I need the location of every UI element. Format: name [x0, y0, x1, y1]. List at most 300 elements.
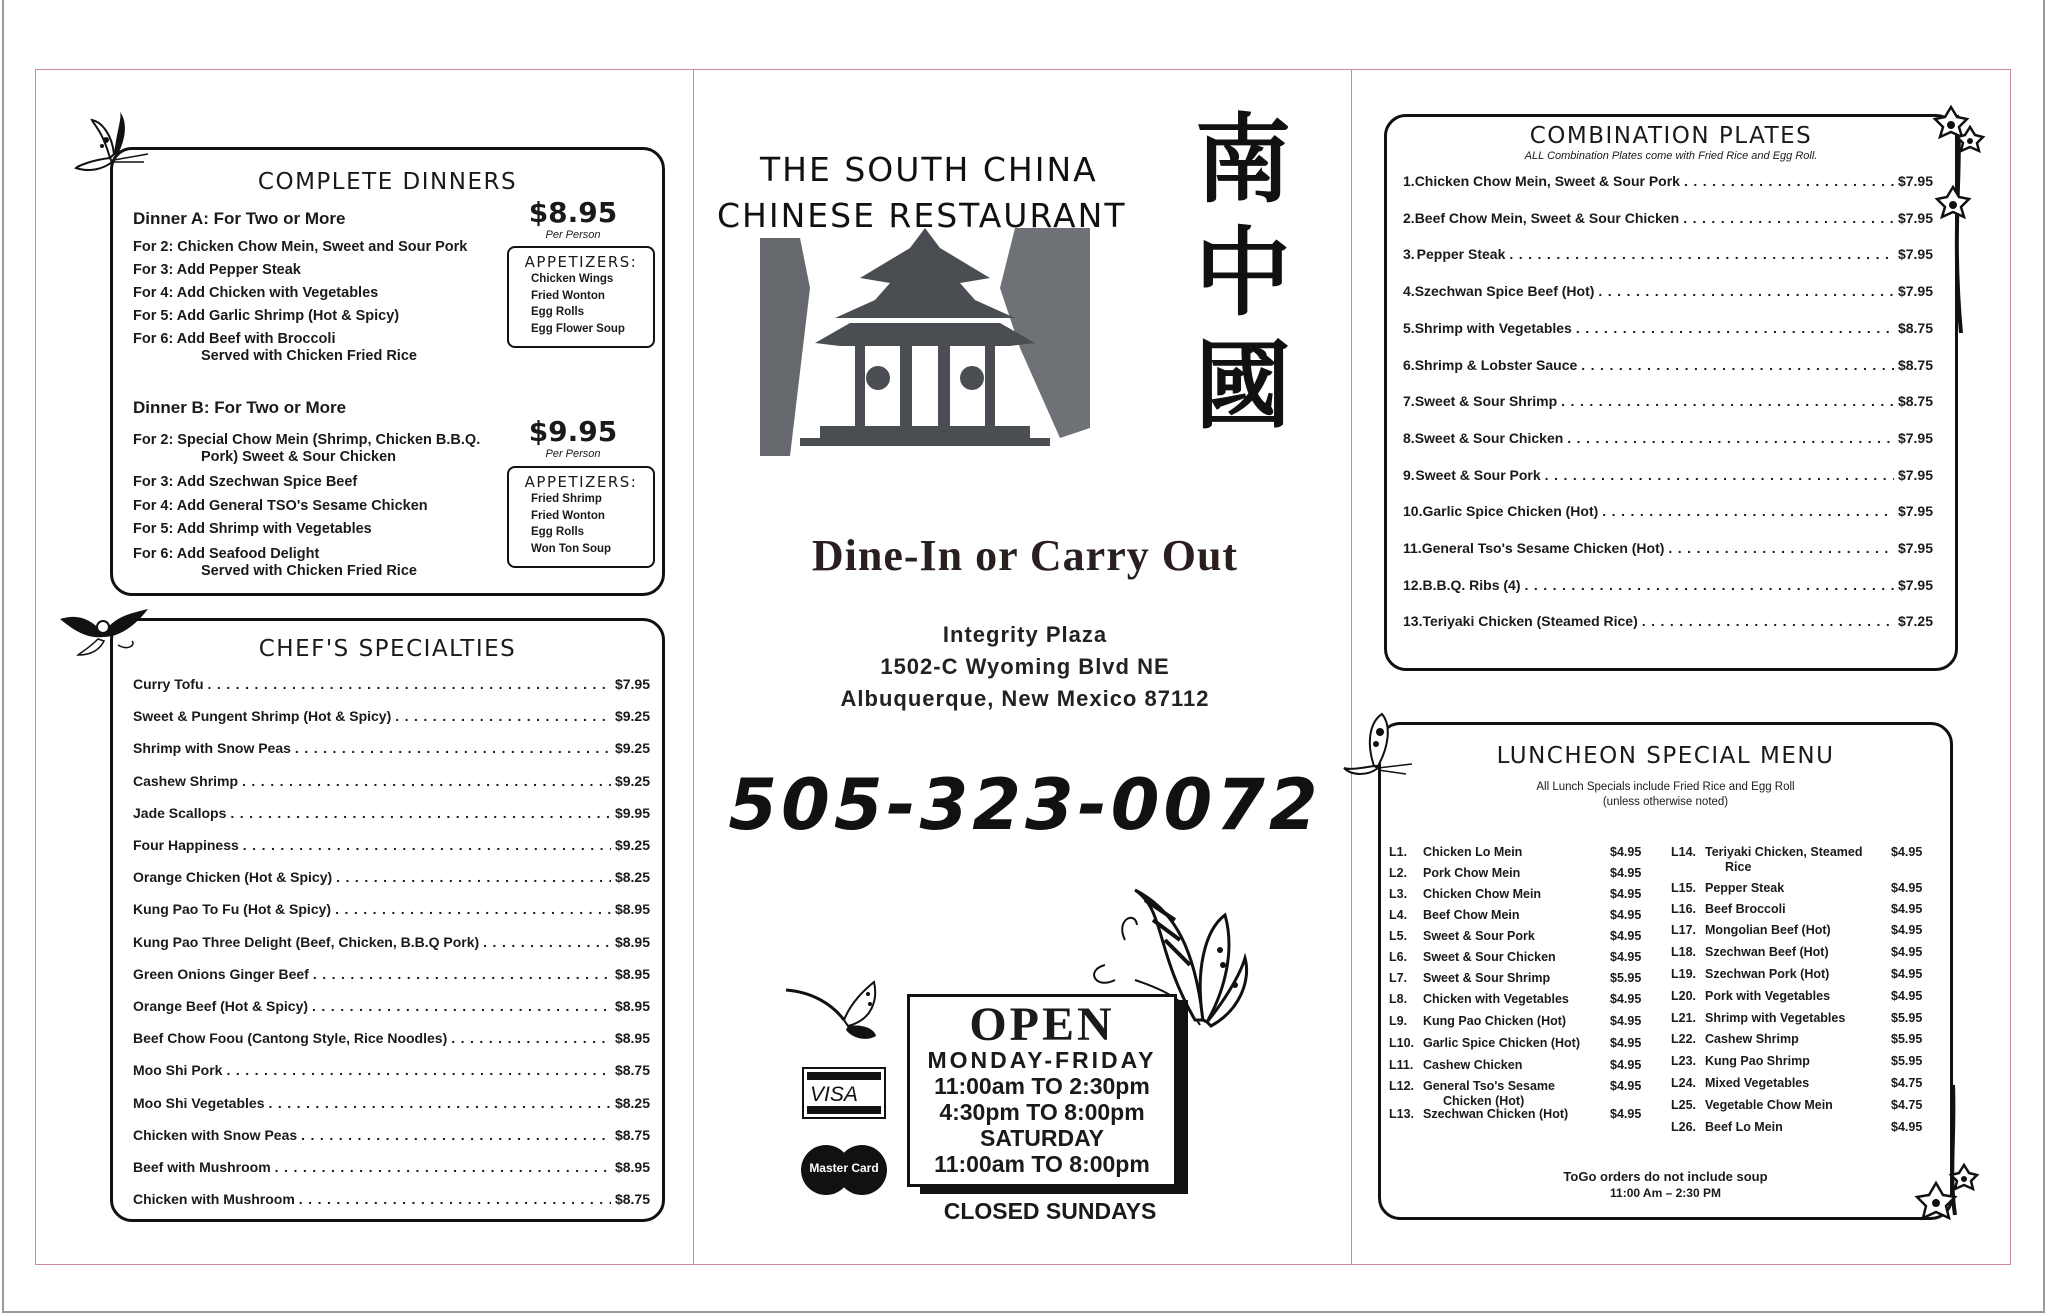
dinner-a-line: For 6: Add Beef with Broccoli: [133, 331, 336, 347]
dot-leader: [312, 998, 611, 1014]
combo-item-number: 8.: [1403, 429, 1415, 446]
lunch-item-number: L20.: [1671, 989, 1697, 1003]
chinese-char-south: 南: [1195, 103, 1291, 216]
lunch-item-number: L14.: [1671, 845, 1697, 859]
combination-plates-subtitle: ALL Combination Plates come with Fried Rice and Egg Roll.: [1524, 150, 1818, 162]
dot-leader: [1509, 246, 1894, 262]
lunch-item-name: Sweet & Sour Chicken: [1423, 950, 1556, 964]
lunch-item-row: [1671, 945, 1923, 959]
dinner-b-line: For 2: Special Chow Mein (Shrimp, Chicken B.B.Q.: [133, 432, 481, 448]
combo-item-name: Pepper Steak: [1416, 246, 1506, 263]
combination-plates-box: [1384, 114, 1958, 671]
combo-item-price: $7.95: [1897, 540, 1933, 556]
menu-item-price: $8.25: [614, 1094, 650, 1111]
combo-item-row: [1403, 357, 1933, 373]
menu-item-row: [133, 1159, 650, 1175]
menu-item-price: $8.95: [614, 1030, 650, 1047]
lunch-item-row: [1389, 929, 1642, 943]
lunch-item-number: L25.: [1671, 1098, 1697, 1112]
lunch-item-row: [1389, 971, 1642, 985]
lunch-item-price: $4.95: [1891, 945, 1923, 959]
lunch-item-price: $5.95: [1891, 1054, 1923, 1068]
tagline: Dine-In or Carry Out: [811, 531, 1239, 580]
dinner-a-price: $8.95: [528, 196, 618, 229]
dot-leader: [301, 1127, 611, 1143]
menu-item-name: Kung Pao Three Delight (Beef, Chicken, B.B.Q Pork): [133, 933, 480, 950]
lunch-item-name: Sweet & Sour Shrimp: [1423, 971, 1551, 985]
lunch-item-row: [1671, 1032, 1923, 1046]
lunch-item-price: $4.95: [1610, 992, 1642, 1006]
lunch-item-number: L15.: [1671, 881, 1697, 895]
lunch-item-number: L1.: [1389, 845, 1408, 859]
lunch-item-name: Chicken Lo Mein: [1423, 845, 1523, 859]
lunch-item-number: L26.: [1671, 1120, 1697, 1134]
combo-item-price: $8.75: [1897, 393, 1933, 410]
menu-item-row: [133, 998, 650, 1014]
dot-leader: [395, 708, 611, 724]
combo-item-number: 4.: [1403, 283, 1415, 300]
weekday-lunch-hours: 11:00am TO 2:30pm: [934, 1073, 1150, 1099]
appetizer-item: Won Ton Soup: [531, 542, 612, 555]
luncheon-subtitle-line2: (unless otherwise noted): [1602, 796, 1729, 808]
lunch-item-price: $4.95: [1610, 1058, 1642, 1072]
menu-item-row: [133, 1095, 650, 1111]
dot-leader: [295, 740, 611, 756]
lunch-item-name: Mixed Vegetables: [1705, 1076, 1810, 1090]
dot-leader: [230, 805, 611, 821]
menu-item-price: $8.95: [614, 965, 650, 982]
appetizer-item: Fried Wonton: [531, 289, 605, 302]
combo-item-row: [1403, 613, 1933, 629]
combo-item-name: Shrimp with Vegetables: [1414, 319, 1572, 336]
lunch-item-price: $4.95: [1891, 902, 1923, 916]
lunch-item-name: Szechwan Beef (Hot): [1705, 945, 1829, 959]
menu-item-name: Cashew Shrimp: [133, 772, 239, 789]
combo-item-name: Szechwan Spice Beef (Hot): [1414, 283, 1595, 300]
menu-item-row: [133, 740, 650, 756]
menu-item-row: [133, 966, 650, 982]
menu-item-row: [133, 901, 650, 917]
menu-item-price: $8.75: [614, 1191, 650, 1208]
luncheon-special-title: LUNCHEON SPECIAL MENU: [1496, 743, 1835, 769]
lunch-item-name: Vegetable Chow Mein: [1705, 1098, 1833, 1112]
lunch-item-name-cont: Rice: [1725, 860, 1752, 874]
lunch-hours: 11:00 Am – 2:30 PM: [1610, 1186, 1721, 1200]
dinner-b-per-person: Per Person: [545, 448, 601, 460]
lunch-item-price: $4.95: [1891, 923, 1923, 937]
lunch-item-number: L17.: [1671, 923, 1697, 937]
menu-item-row: [133, 837, 650, 853]
dot-leader: [1581, 357, 1894, 373]
lunch-item-row: [1671, 967, 1923, 981]
dot-leader: [1576, 320, 1894, 336]
combo-item-number: 3.: [1403, 246, 1415, 263]
lunch-item-price: $4.95: [1891, 881, 1923, 895]
lunch-item-row: [1671, 902, 1923, 916]
combo-item-name: B.B.Q. Ribs (4): [1422, 576, 1521, 593]
chefs-specialties-title: CHEF'S SPECIALTIES: [258, 636, 517, 662]
lunch-item-row: [1389, 1058, 1642, 1072]
dinner-a-appetizers-box: [507, 246, 655, 348]
dot-leader: [1684, 173, 1894, 189]
combo-item-name: Sweet & Sour Chicken: [1414, 429, 1564, 446]
combo-item-price: $7.95: [1897, 576, 1933, 593]
menu-item-name: Sweet & Pungent Shrimp (Hot & Spicy): [133, 708, 392, 725]
mastercard-logo: [801, 1145, 887, 1195]
lunch-item-row: [1389, 1079, 1642, 1093]
dot-leader: [1602, 503, 1894, 519]
dinner-b-line-cont: Pork) Sweet & Sour Chicken: [201, 449, 396, 465]
lunch-item-name: Szechwan Pork (Hot): [1705, 967, 1830, 981]
dot-leader: [243, 837, 611, 853]
combo-item-name: Chicken Chow Mein, Sweet & Sour Pork: [1414, 173, 1680, 189]
lunch-item-price: $5.95: [1891, 1011, 1923, 1025]
pagoda-illustration: [760, 228, 1090, 456]
combo-item-name: Beef Chow Mein, Sweet & Sour Chicken: [1414, 209, 1680, 226]
combo-item-row: [1403, 467, 1933, 483]
menu-item-name: Kung Pao To Fu (Hot & Spicy): [133, 901, 332, 918]
lunch-item-name: Chicken with Vegetables: [1423, 992, 1569, 1006]
chinese-char-middle: 中: [1195, 216, 1291, 329]
dinner-b-price: $9.95: [528, 415, 618, 448]
appetizer-item: Chicken Wings: [531, 273, 614, 285]
lunch-item-name: Beef Broccoli: [1705, 902, 1786, 916]
menu-item-row: [133, 708, 650, 724]
dot-leader: [1683, 210, 1894, 226]
address-street: 1502-C Wyoming Blvd NE: [880, 654, 1170, 679]
dinner-a-served-with: Served with Chicken Fried Rice: [201, 348, 417, 364]
butterfly-icon: [58, 605, 148, 660]
lunch-item-price: $4.75: [1891, 1076, 1923, 1090]
combo-item-row: [1403, 577, 1933, 593]
combo-item-number: 10.: [1403, 503, 1423, 520]
dinner-b-line: For 3: Add Szechwan Spice Beef: [133, 474, 358, 490]
combo-item-name: Teriyaki Chicken (Steamed Rice): [1422, 613, 1638, 630]
combo-item-price: $7.25: [1897, 613, 1933, 630]
menu-item-price: $8.95: [614, 933, 650, 950]
dot-leader: [226, 1062, 611, 1078]
chinese-char-country: 國: [1195, 329, 1291, 442]
menu-item-name: Green Onions Ginger Beef: [133, 965, 309, 982]
combo-item-price: $7.95: [1897, 283, 1933, 300]
combo-item-number: 7.: [1403, 393, 1415, 410]
lunch-item-row: [1671, 923, 1923, 937]
combo-item-row: [1403, 173, 1933, 189]
lunch-item-price: $5.95: [1610, 971, 1642, 985]
menu-item-price: $9.25: [614, 708, 650, 725]
dinner-b-served-with: Served with Chicken Fried Rice: [201, 563, 417, 579]
lunch-item-number: L12.: [1389, 1079, 1415, 1093]
dot-leader: [451, 1030, 611, 1046]
combo-item-number: 12.: [1403, 576, 1423, 593]
saturday-label: SATURDAY: [980, 1125, 1104, 1151]
lunch-item-number: L8.: [1389, 992, 1408, 1006]
weekday-label: MONDAY-FRIDAY: [927, 1047, 1157, 1073]
fold-line-right: [1351, 69, 1352, 1265]
fold-line-left: [693, 69, 694, 1265]
lunch-item-price: $4.95: [1610, 1014, 1642, 1028]
combo-item-price: $7.95: [1897, 246, 1933, 263]
combo-item-row: [1403, 430, 1933, 446]
lunch-item-name: Chicken Chow Mein: [1423, 887, 1542, 901]
address-plaza: Integrity Plaza: [942, 622, 1108, 647]
lunch-item-number: L4.: [1389, 908, 1408, 922]
lunch-item-row: [1389, 992, 1642, 1006]
lunch-item-number: L3.: [1389, 887, 1408, 901]
complete-dinners-title: COMPLETE DINNERS: [257, 169, 518, 195]
dinner-a-heading: Dinner A: For Two or More: [133, 209, 346, 228]
lunch-item-row: [1389, 866, 1642, 880]
lunch-item-number: L21.: [1671, 1011, 1697, 1025]
lunch-item-row: [1671, 845, 1923, 859]
menu-item-name: Moo Shi Vegetables: [133, 1094, 265, 1111]
menu-item-name: Chicken with Mushroom: [133, 1191, 295, 1208]
combo-item-name: Garlic Spice Chicken (Hot): [1422, 503, 1599, 520]
dot-leader: [1561, 393, 1894, 409]
dot-leader: [1567, 430, 1894, 446]
lunch-item-row: [1389, 1107, 1642, 1121]
dot-leader: [335, 901, 611, 917]
dot-leader: [299, 1191, 611, 1207]
combo-item-number: 9.: [1403, 466, 1415, 483]
lunch-item-name: Pork with Vegetables: [1705, 989, 1831, 1003]
lunch-item-row: [1389, 1036, 1642, 1050]
combo-item-name: Sweet & Sour Pork: [1415, 466, 1541, 483]
butterfly-icon: [782, 980, 882, 1045]
lunch-item-price: $4.95: [1891, 989, 1923, 1003]
butterfly-icon: [72, 110, 152, 180]
lunch-item-number: L18.: [1671, 945, 1697, 959]
combination-plates-title: COMBINATION PLATES: [1529, 123, 1813, 149]
dot-leader: [242, 773, 611, 789]
menu-item-row: [133, 773, 650, 789]
lunch-item-row: [1671, 989, 1923, 1003]
chefs-specialties-box: [110, 618, 665, 1222]
lunch-item-name: Sweet & Sour Pork: [1423, 929, 1535, 943]
butterfly-icon: [1340, 712, 1415, 782]
lunch-item-name: Szechwan Chicken (Hot): [1423, 1107, 1569, 1121]
combo-item-row: [1403, 503, 1933, 519]
lunch-item-price: $4.95: [1891, 845, 1923, 859]
menu-item-name: Moo Shi Pork: [133, 1062, 223, 1079]
visa-logo: [802, 1067, 886, 1119]
lunch-item-name: Kung Pao Shrimp: [1705, 1054, 1810, 1068]
lunch-item-number: L16.: [1671, 902, 1697, 916]
saturday-hours: 11:00am TO 8:00pm: [934, 1151, 1150, 1177]
lunch-item-price: $4.95: [1610, 845, 1642, 859]
menu-item-row: [133, 934, 650, 950]
lunch-item-number: L13.: [1389, 1107, 1415, 1121]
dot-leader: [313, 966, 611, 982]
combo-item-row: [1403, 283, 1933, 299]
lunch-item-price: $4.95: [1891, 967, 1923, 981]
menu-item-price: $7.95: [614, 676, 650, 692]
menu-item-row: [133, 805, 650, 821]
menu-item-name: Jade Scallops: [133, 804, 227, 821]
lunch-item-row: [1671, 1076, 1923, 1090]
combo-item-name: Shrimp & Lobster Sauce: [1414, 356, 1578, 373]
menu-item-price: $8.25: [614, 869, 650, 886]
dot-leader: [1598, 283, 1894, 299]
lunch-item-name-cont: Chicken (Hot): [1443, 1094, 1525, 1108]
lunch-item-price: $5.95: [1891, 1032, 1923, 1046]
menu-item-price: $8.95: [614, 901, 650, 918]
menu-item-name: Four Happiness: [133, 837, 239, 853]
menu-item-price: $8.75: [614, 1062, 650, 1079]
lunch-item-price: $4.95: [1610, 950, 1642, 964]
open-label: OPEN: [969, 998, 1115, 1051]
combo-item-number: 13.: [1403, 613, 1423, 630]
lunch-item-name: Teriyaki Chicken, Steamed: [1705, 845, 1863, 859]
combo-item-row: [1403, 540, 1933, 556]
appetizers-title: APPETIZERS:: [524, 473, 638, 491]
dot-leader: [1642, 613, 1894, 629]
appetizer-item: Fried Wonton: [531, 509, 605, 522]
dot-leader: [336, 869, 611, 885]
combo-item-number: 11.: [1403, 540, 1422, 556]
combo-item-row: [1403, 320, 1933, 336]
combo-item-number: 5.: [1403, 319, 1415, 336]
lunch-item-number: L11.: [1389, 1058, 1414, 1072]
lunch-item-name: General Tso's Sesame: [1423, 1079, 1555, 1093]
combo-item-price: $7.95: [1897, 466, 1933, 483]
dinner-a-line: For 5: Add Garlic Shrimp (Hot & Spicy): [133, 308, 400, 324]
combo-item-price: $7.95: [1897, 503, 1933, 520]
menu-item-name: Curry Tofu: [133, 676, 204, 692]
combo-item-number: 1.: [1403, 173, 1415, 189]
lunch-item-price: $4.95: [1610, 866, 1642, 880]
menu-item-price: $9.95: [614, 804, 650, 821]
dinner-b-line: For 6: Add Seafood Delight: [133, 546, 320, 562]
lunch-item-number: L10.: [1389, 1036, 1415, 1050]
menu-item-row: [133, 1030, 650, 1046]
dot-leader: [208, 676, 611, 692]
menu-item-name: Beef Chow Foou (Cantong Style, Rice Noodles): [133, 1030, 448, 1047]
lunch-item-number: L22.: [1671, 1032, 1697, 1046]
lunch-item-number: L24.: [1671, 1076, 1697, 1090]
lunch-item-name: Beef Lo Mein: [1705, 1120, 1783, 1134]
combo-item-price: $8.75: [1897, 356, 1933, 373]
lunch-item-row: [1389, 908, 1642, 922]
combo-item-row: [1403, 393, 1933, 409]
dinner-a-line: For 4: Add Chicken with Vegetables: [133, 285, 379, 301]
dinner-b-line: For 5: Add Shrimp with Vegetables: [133, 521, 372, 537]
dinner-b-heading: Dinner B: For Two or More: [133, 398, 347, 417]
lunch-item-price: $4.95: [1891, 1120, 1923, 1134]
lunch-item-row: [1671, 881, 1923, 895]
luncheon-special-box: [1378, 722, 1953, 1220]
menu-item-name: Chicken with Snow Peas: [133, 1126, 298, 1143]
lunch-item-row: [1671, 1098, 1923, 1112]
menu-item-name: Orange Beef (Hot & Spicy): [133, 998, 309, 1014]
lunch-item-price: $4.95: [1610, 929, 1642, 943]
lunch-item-row: [1389, 845, 1642, 859]
restaurant-name-line2: CHINESE RESTAURANT: [717, 196, 1127, 235]
combo-item-price: $8.75: [1897, 319, 1933, 336]
combo-item-name: Sweet & Sour Shrimp: [1414, 393, 1558, 410]
menu-item-price: $8.75: [614, 1126, 650, 1143]
lunch-item-price: $4.95: [1610, 1036, 1642, 1050]
lunch-item-number: L23.: [1671, 1054, 1697, 1068]
weekday-dinner-hours: 4:30pm TO 8:00pm: [939, 1099, 1145, 1125]
lunch-item-name: Beef Chow Mein: [1423, 908, 1520, 922]
lunch-item-price: $4.95: [1610, 1079, 1642, 1093]
combo-item-number: 2.: [1403, 209, 1415, 226]
lunch-item-price: $4.75: [1891, 1098, 1923, 1112]
lunch-item-number: L9.: [1389, 1014, 1408, 1028]
lunch-item-row: [1389, 887, 1642, 901]
combo-item-price: $7.95: [1897, 429, 1933, 446]
lunch-item-price: $4.95: [1610, 908, 1642, 922]
lunch-item-row: [1389, 1014, 1642, 1028]
lunch-item-name: Cashew Shrimp: [1705, 1032, 1799, 1046]
complete-dinners-box: [110, 147, 665, 596]
closed-sundays: CLOSED SUNDAYS: [943, 1198, 1157, 1224]
lunch-item-name: Garlic Spice Chicken (Hot): [1423, 1036, 1580, 1050]
appetizer-item: Egg Rolls: [531, 526, 585, 538]
combo-item-price: $7.95: [1897, 173, 1933, 189]
lunch-item-name: Mongolian Beef (Hot): [1705, 923, 1831, 937]
lunch-item-row: [1671, 1120, 1923, 1134]
lunch-item-price: $4.95: [1610, 1107, 1642, 1121]
menu-item-price: $8.95: [614, 998, 650, 1014]
dinner-a-per-person: Per Person: [545, 229, 601, 241]
appetizers-title: APPETIZERS:: [524, 253, 638, 271]
menu-item-price: $9.25: [614, 740, 650, 757]
lunch-item-price: $4.95: [1610, 887, 1642, 901]
flower-vine-icon: [1915, 1085, 1985, 1225]
address-city: Albuquerque, New Mexico 87112: [840, 686, 1210, 711]
lunch-item-number: L5.: [1389, 929, 1408, 943]
dinner-b-line: For 4: Add General TSO's Sesame Chicken: [133, 498, 428, 514]
dot-leader: [1668, 540, 1894, 556]
dinner-a-line: For 3: Add Pepper Steak: [133, 262, 301, 278]
lunch-item-number: L2.: [1389, 866, 1408, 880]
lunch-item-row: [1671, 1011, 1923, 1025]
lunch-item-name: Cashew Chicken: [1423, 1058, 1523, 1072]
menu-item-row: [133, 676, 650, 692]
appetizer-item: Fried Shrimp: [531, 493, 602, 505]
appetizer-item: Egg Flower Soup: [531, 322, 625, 335]
dinner-a-line: For 2: Chicken Chow Mein, Sweet and Sour Pork: [133, 239, 468, 255]
menu-item-name: Shrimp with Snow Peas: [133, 740, 291, 757]
phone-number[interactable]: 505-323-0072: [728, 764, 1322, 846]
luncheon-subtitle-line1: All Lunch Specials include Fried Rice and Egg Roll: [1536, 781, 1795, 793]
menu-item-price: $9.25: [614, 772, 650, 789]
restaurant-name-line1: THE SOUTH CHINA: [760, 150, 1098, 189]
combo-item-price: $7.95: [1897, 209, 1933, 226]
lunch-item-number: L6.: [1389, 950, 1408, 964]
lunch-item-number: L19.: [1671, 967, 1697, 981]
dot-leader: [1524, 577, 1893, 593]
dot-leader: [275, 1159, 611, 1175]
dot-leader: [268, 1095, 610, 1111]
dot-leader: [1545, 467, 1894, 483]
menu-item-row: [133, 1127, 650, 1143]
mastercard-label: Master Card: [809, 1161, 879, 1175]
lunch-item-row: [1389, 950, 1642, 964]
hours-box: [907, 994, 1177, 1187]
combo-item-number: 6.: [1403, 356, 1415, 373]
combo-item-row: [1403, 210, 1933, 226]
menu-item-price: $9.25: [614, 837, 650, 853]
lunch-item-name: Shrimp with Vegetables: [1705, 1011, 1846, 1025]
dinner-b-appetizers-box: [507, 466, 655, 568]
lunch-item-name: Kung Pao Chicken (Hot): [1423, 1014, 1567, 1028]
menu-item-row: [133, 1191, 650, 1207]
lunch-item-row: [1671, 1054, 1923, 1068]
combo-item-name: General Tso's Sesame Chicken (Hot): [1421, 540, 1665, 556]
